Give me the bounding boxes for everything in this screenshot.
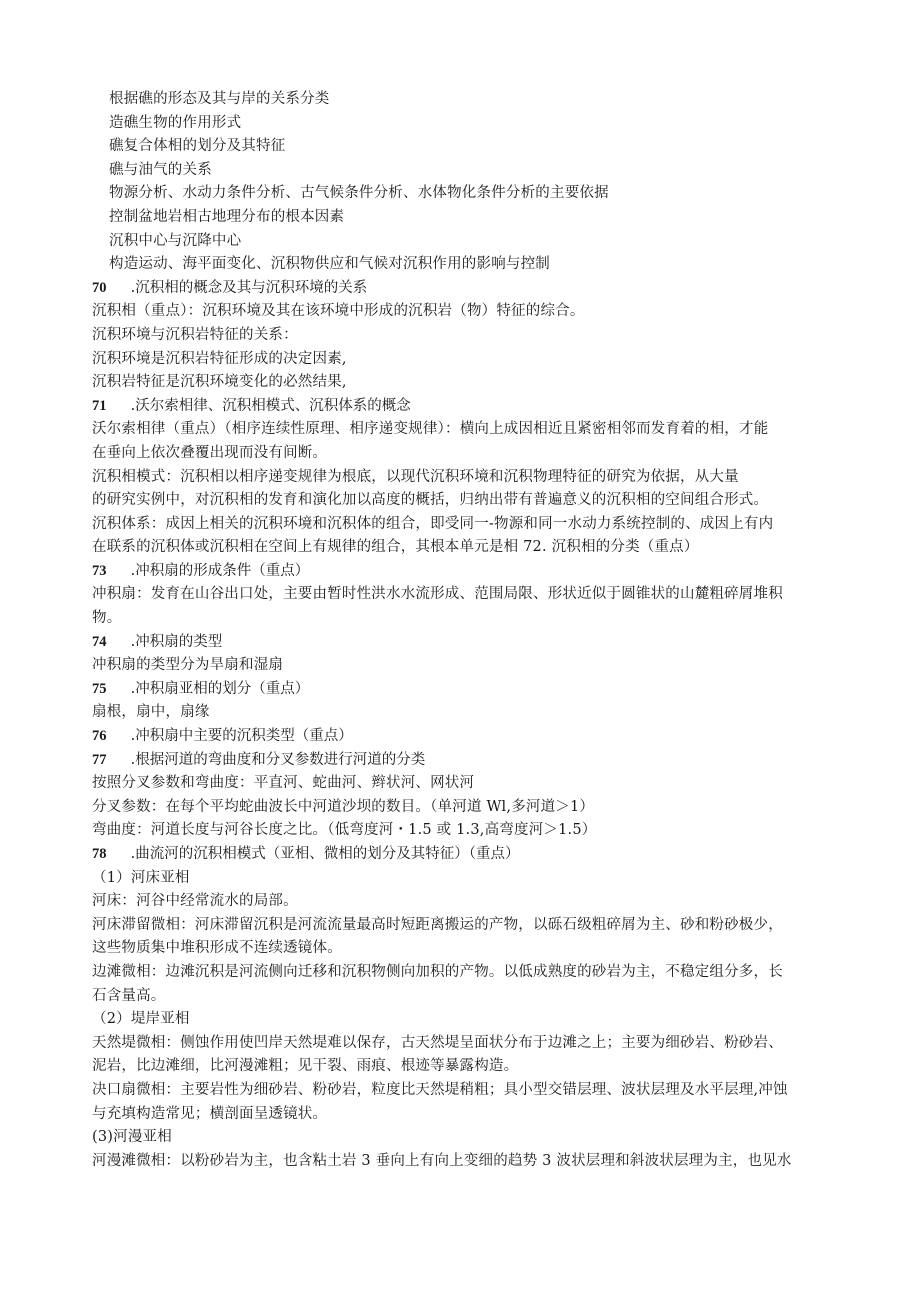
section-heading	[92, 843, 832, 867]
paragraph-line: 沉积环境与沉积岩特征的关系：	[92, 326, 298, 343]
section-title: .冲积扇的形成条件（重点）	[126, 562, 310, 579]
paragraph-line: 河床滞留微相：河床滞留沉积是河流流量最高时短距离搬运的产物，以砾石级粗碎屑为主、砂和粉砂极少，	[92, 916, 783, 933]
paragraph-line: 边滩微相：边滩沉积是河流侧向迁移和沉积物侧向加积的产物。以低成熟度的砂岩为主，不稳定组分多，长	[92, 963, 783, 980]
paragraph-line: 按照分叉参数和弯曲度：平直河、蛇曲河、辫状河、网状河	[92, 775, 475, 792]
list-item: 物源分析、水动力条件分析、古气候条件分析、水体物化条件分析的主要依据	[109, 185, 609, 202]
section-heading	[92, 725, 832, 749]
paragraph-line: 泥岩，比边滩细，比河漫滩粗；见干裂、雨痕、根迹等暴露构造。	[92, 1058, 519, 1075]
paragraph-line: 的研究实例中，对沉积相的发育和演化加以高度的概括，归纳出带有普遍意义的沉积相的空间组合形式。	[92, 492, 769, 509]
subsection-heading: (3)河漫亚相	[92, 1129, 172, 1146]
paragraph-line: 沉积相（重点）：沉积环境及其在该环境中形成的沉积岩（物）特征的综合。	[92, 303, 585, 320]
paragraph-line: 沉积环境是沉积岩特征形成的决定因素,	[92, 350, 347, 367]
section-title: .冲积扇的类型	[126, 633, 223, 650]
section-title: .沉积相的概念及其与沉积环境的关系	[126, 279, 368, 296]
section-title: .冲积扇中主要的沉积类型（重点）	[126, 728, 353, 745]
paragraph-line: 与充填构造常见；横剖面呈透镜状。	[92, 1105, 328, 1122]
paragraph-line: 决口扇微相：主要岩性为细砂岩、粉砂岩，粒度比天然堤稍粗；具小型交错层理、波状层理及水平层理,冲蚀	[92, 1081, 788, 1098]
section-title: .冲积扇亚相的划分（重点）	[126, 680, 310, 697]
section-title: .根据河道的弯曲度和分叉参数进行河道的分类	[126, 751, 426, 768]
paragraph-line: 在联系的沉积体或沉积相在空间上有规律的组合，其根本单元是相 72. 沉积相的分类（重点）	[92, 539, 699, 556]
paragraph-line: 沃尔索相律（重点）（相序连续性原理、相序递变规律）：横向上成因相近且紧密相邻而发育着的相，才能	[92, 421, 769, 438]
list-item: 造礁生物的作用形式	[109, 114, 242, 131]
section-title: .沃尔索相律、沉积相模式、沉积体系的概念	[126, 397, 411, 414]
list-item: 控制盆地岩相古地理分布的根本因素	[109, 208, 345, 225]
section-heading	[92, 560, 832, 584]
paragraph-line: 在垂向上依次叠覆出现而没有间断。	[92, 444, 328, 461]
section-73	[92, 560, 832, 631]
paragraph-line: 沉积相模式：沉积相以相序递变规律为根底，以现代沉积环境和沉积物理特征的研究为依据，从大量	[92, 468, 739, 485]
list-item: 沉积中心与沉降中心	[109, 232, 242, 249]
paragraph-line: 沉积体系：成因上相关的沉积环境和沉积体的组合，即受同一-物源和同一水动力系统控制的、成因上有内	[92, 515, 774, 532]
section-number: 77	[92, 751, 107, 768]
subsection-heading: （1）河床亚相	[92, 869, 190, 886]
section-number: 73	[92, 562, 107, 579]
list-item: 根据礁的形态及其与岸的关系分类	[109, 91, 330, 107]
paragraph-line: 弯曲度：河道长度与河谷长度之比。（低弯度河・1.5 或 1.3,高弯度河＞1.5）	[92, 822, 597, 839]
paragraph-line: 石含量高。	[92, 987, 166, 1004]
section-75	[92, 678, 832, 725]
section-number: 78	[92, 846, 107, 862]
paragraph-line: 物。	[92, 610, 122, 627]
list-item: 礁与油气的关系	[109, 161, 212, 178]
paragraph-line: 河床：河谷中经常流水的局部。	[92, 893, 298, 910]
section-77	[92, 749, 832, 843]
section-number: 76	[92, 728, 107, 745]
section-heading	[92, 395, 832, 419]
paragraph-line: 分叉参数：在每个平均蛇曲波长中河道沙坝的数目。（单河道 Wl,多河道＞1）	[92, 798, 595, 815]
section-heading	[92, 749, 832, 773]
section-heading	[92, 277, 832, 301]
section-71	[92, 395, 832, 560]
paragraph-line: 沉积岩特征是沉积环境变化的必然结果,	[92, 374, 347, 391]
subsection-heading: （2）堤岸亚相	[92, 1011, 190, 1028]
paragraph-line: 天然堤微相：侧蚀作用使凹岸天然堤难以保存，古天然堤呈面状分布于边滩之上；主要为细砂岩、粉砂岩、	[92, 1034, 783, 1051]
section-number: 70	[92, 279, 107, 296]
paragraph-line: 河漫滩微相：以粉砂岩为主，也含粘土岩 3 垂向上有向上变细的趋势 3 波状层理和斜波状层理为主，也见水	[92, 1152, 792, 1169]
document-body	[92, 88, 832, 1173]
section-74	[92, 631, 832, 678]
section-heading	[92, 631, 832, 655]
section-78	[92, 843, 832, 1173]
section-heading	[92, 678, 832, 702]
section-76	[92, 725, 832, 749]
list-item: 礁复合体相的划分及其特征	[109, 138, 286, 155]
paragraph-line: 扇根，扇中，扇缘	[92, 704, 210, 721]
section-number: 75	[92, 680, 107, 697]
paragraph-line: 冲积扇的类型分为旱扇和湿扇	[92, 657, 284, 674]
paragraph-line: 这些物质集中堆积形成不连续透镜体。	[92, 940, 342, 957]
list-item: 构造运动、海平面变化、沉积物供应和气候对沉积作用的影响与控制	[109, 256, 550, 273]
section-number: 74	[92, 633, 107, 650]
section-70	[92, 277, 832, 395]
section-number: 71	[92, 397, 107, 414]
topic-list	[92, 88, 832, 277]
paragraph-line: 冲积扇：发育在山谷出口处，主要由暂时性洪水水流形成、范围局限、形状近似于圆锥状的山麓粗碎屑堆积	[92, 586, 783, 603]
section-title: .曲流河的沉积相模式（亚相、微相的划分及其特征）（重点）	[126, 846, 520, 862]
